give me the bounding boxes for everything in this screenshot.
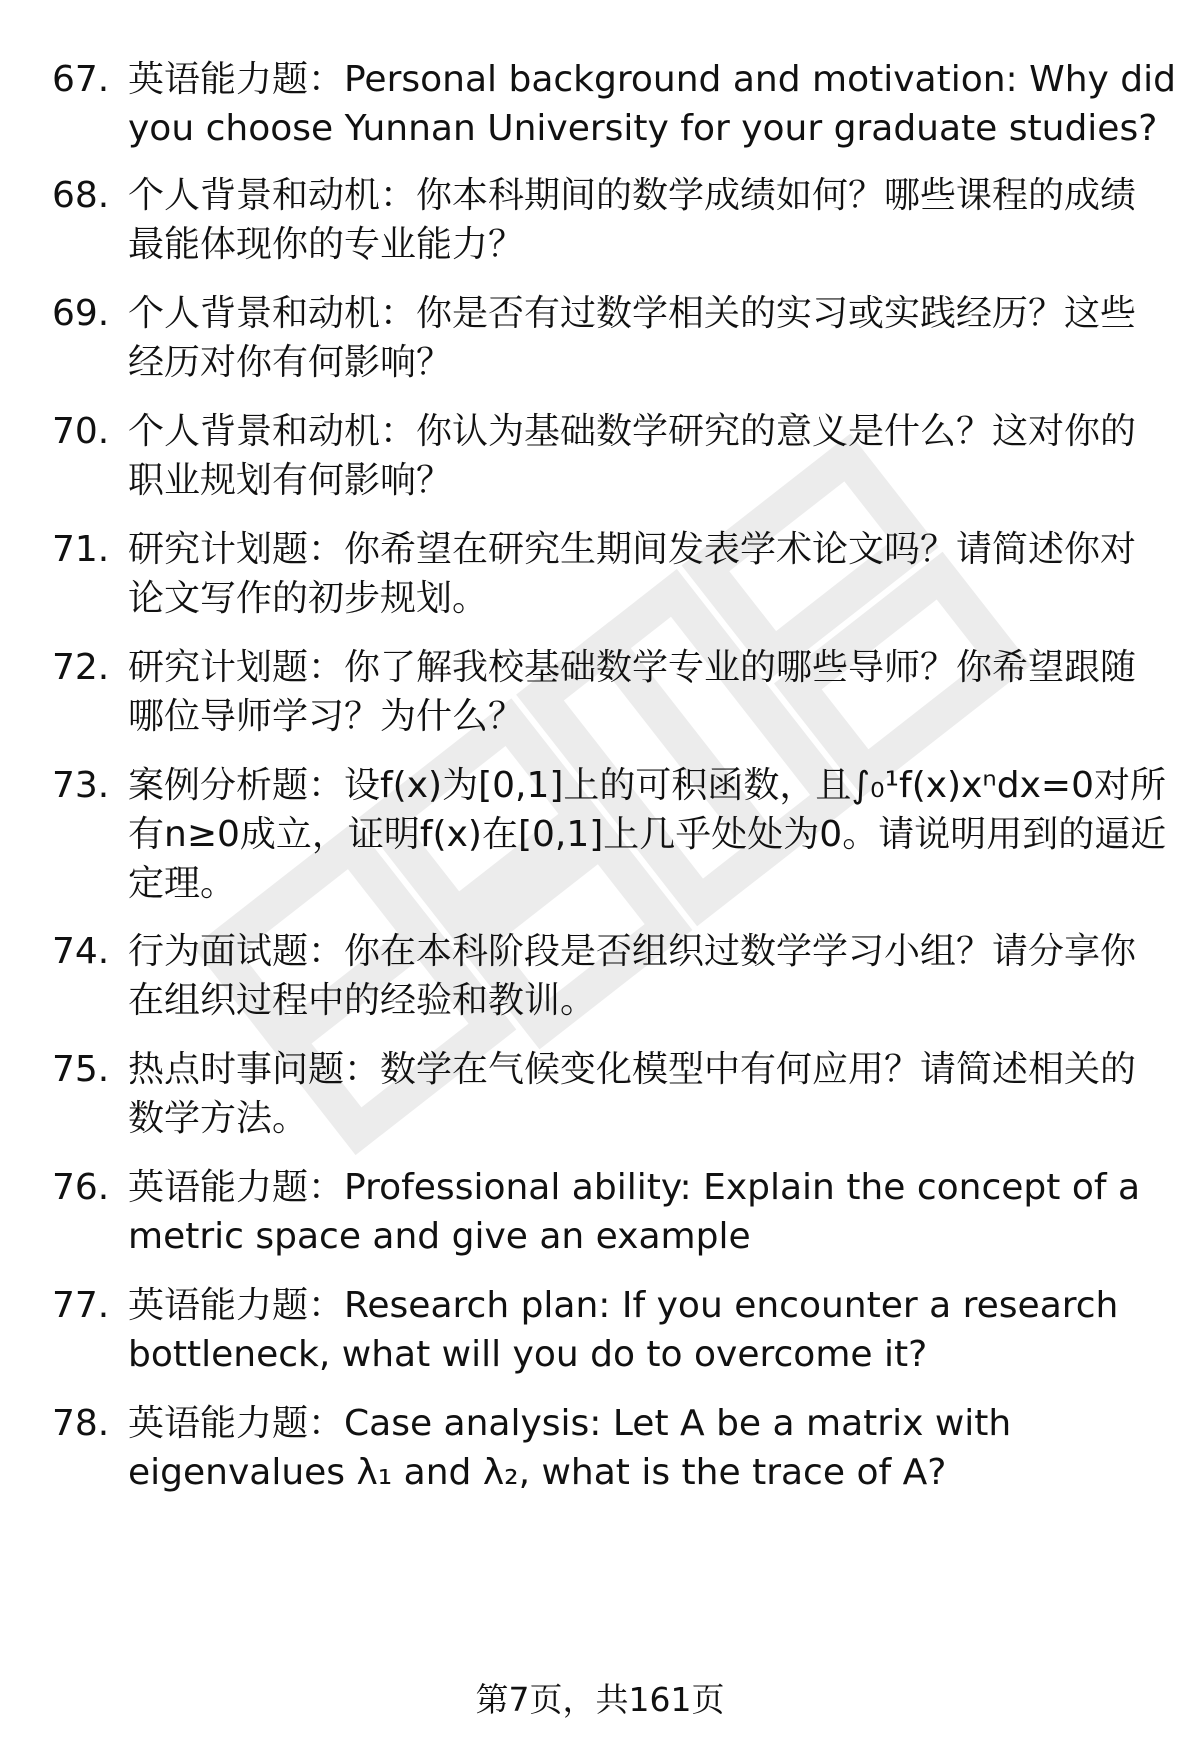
question-number: 68. <box>52 175 110 216</box>
question-text-line: 热点时事问题：数学在气候变化模型中有何应用？请简述相关的 <box>128 1049 1137 1090</box>
question-number: 75. <box>52 1049 110 1090</box>
question-text-line: 论文写作的初步规划。 <box>128 578 489 619</box>
question-text-line: 英语能力题：Research plan: If you encounter a research <box>128 1285 1119 1326</box>
question-number: 71. <box>52 529 110 570</box>
question-text-line: 英语能力题：Personal background and motivation: Why did <box>128 59 1176 100</box>
question-text-line: 案例分析题：设f(x)为[0,1]上的可积函数，且∫₀¹f(x)xⁿdx=0对所 <box>128 765 1166 806</box>
question-text-line: 经历对你有何影响？ <box>128 342 453 383</box>
question-number: 73. <box>52 765 110 806</box>
question-text-line: eigenvalues λ₁ and λ₂, what is the trace of A? <box>128 1452 947 1493</box>
question-number: 70. <box>52 411 110 452</box>
question-text-line: 行为面试题：你在本科阶段是否组织过数学学习小组？请分享你 <box>128 931 1137 972</box>
question-text-line: 职业规划有何影响？ <box>128 460 453 501</box>
question-text-line: metric space and give an example <box>128 1216 751 1257</box>
question-text-line: 英语能力题：Case analysis: Let A be a matrix with <box>128 1403 1012 1444</box>
question-text-line: 有n≥0成立，证明f(x)在[0,1]上几乎处处为0。请说明用到的逼近 <box>128 814 1167 855</box>
page-number-label: 第7页，共161页 <box>475 1680 725 1719</box>
question-number: 76. <box>52 1167 110 1208</box>
question-text-line: 研究计划题：你了解我校基础数学专业的哪些导师？你希望跟随 <box>128 647 1137 688</box>
question-number: 67. <box>52 59 110 100</box>
question-text-line: 定理。 <box>128 863 237 904</box>
question-text-line: 英语能力题：Professional ability: Explain the concept of a <box>128 1167 1141 1208</box>
question-number: 72. <box>52 647 110 688</box>
question-text-line: 个人背景和动机：你本科期间的数学成绩如何？哪些课程的成绩 <box>128 175 1137 216</box>
question-text-line: 哪位导师学习？为什么？ <box>128 696 525 737</box>
question-text-line: 最能体现你的专业能力？ <box>128 224 525 265</box>
question-text-line: 在组织过程中的经验和教训。 <box>128 980 597 1021</box>
question-text-line: 个人背景和动机：你是否有过数学相关的实习或实践经历？这些 <box>128 293 1137 334</box>
question-text-line: you choose Yunnan University for your graduate studies? <box>128 108 1158 149</box>
question-number: 77. <box>52 1285 110 1326</box>
question-number: 69. <box>52 293 110 334</box>
question-text-line: bottleneck, what will you do to overcome it? <box>128 1334 928 1375</box>
question-number: 74. <box>52 931 110 972</box>
question-text-line: 研究计划题：你希望在研究生期间发表学术论文吗？请简述你对 <box>128 529 1137 570</box>
question-text-line: 数学方法。 <box>128 1098 309 1139</box>
page-footer <box>0 1678 1200 1722</box>
question-number: 78. <box>52 1403 110 1444</box>
question-text-line: 个人背景和动机：你认为基础数学研究的意义是什么？这对你的 <box>128 411 1137 452</box>
